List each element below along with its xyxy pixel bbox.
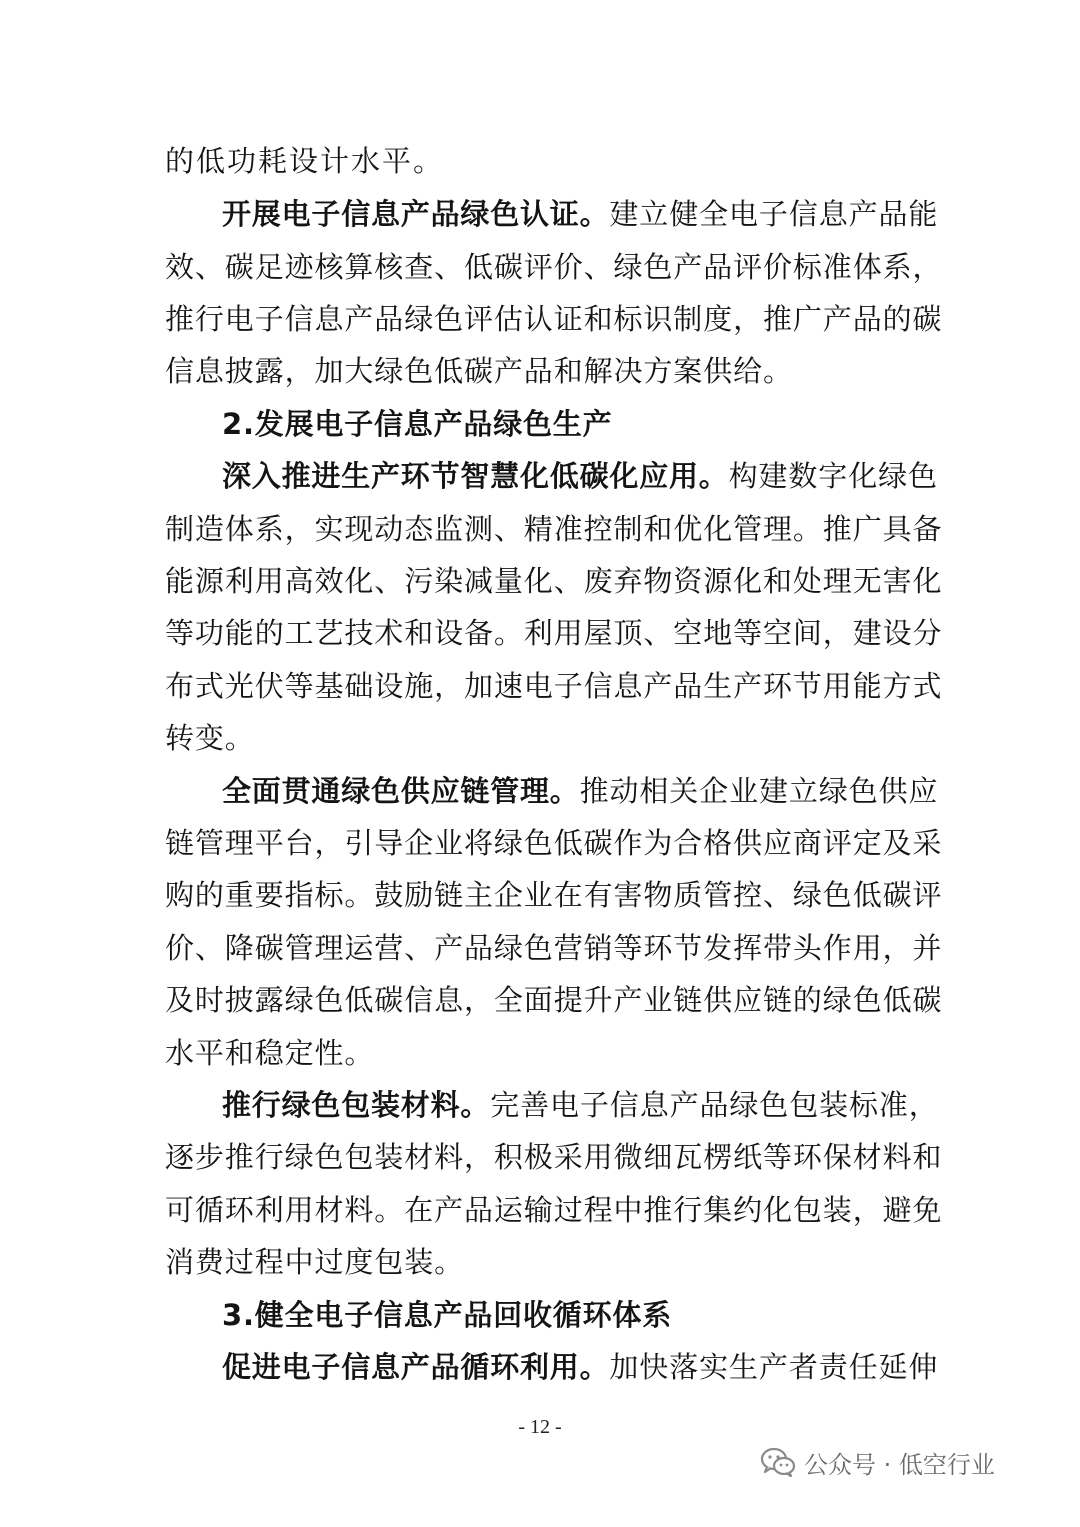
section-heading xyxy=(222,1300,915,1332)
paragraph-lead-bold: 推行绿色包装材料。 xyxy=(222,1088,491,1122)
page-number: - 12 - xyxy=(518,1416,562,1438)
body-line xyxy=(165,1193,943,1227)
body-line xyxy=(165,512,943,546)
body-line xyxy=(222,1088,939,1122)
line-text: 效、碳足迹核算核查、低碳评价、绿色产品评价标准体系， xyxy=(165,250,943,284)
body-line xyxy=(165,146,915,178)
line-text: 完善电子信息产品绿色包装标准， xyxy=(490,1088,939,1122)
line-text: 建立健全电子信息产品能 xyxy=(609,197,939,231)
body-line xyxy=(165,250,943,284)
line-text: 能源利用高效化、污染减量化、废弃物资源化和处理无害化 xyxy=(165,564,943,598)
line-text: 转变。 xyxy=(165,721,255,755)
section-heading xyxy=(222,409,915,441)
watermark-text: 公众号 · 低空行业 xyxy=(804,1450,995,1479)
paragraph-lead-bold: 全面贯通绿色供应链管理。 xyxy=(222,774,580,808)
line-text: 可循环利用材料。在产品运输过程中推行集约化包装，避免 xyxy=(165,1193,943,1227)
body-line xyxy=(165,302,943,336)
line-text: 及时披露绿色低碳信息，全面提升产业链供应链的绿色低碳 xyxy=(165,983,943,1017)
line-text: 价、降碳管理运营、产品绿色营销等环节发挥带头作用，并 xyxy=(165,931,943,965)
section-heading-text: 2.发展电子信息产品绿色生产 xyxy=(222,407,613,441)
line-text: 逐步推行绿色包装材料，积极采用微细瓦楞纸等环保材料和 xyxy=(165,1140,943,1174)
paragraph-lead-bold: 开展电子信息产品绿色认证。 xyxy=(222,197,610,231)
body-line xyxy=(165,1247,915,1279)
body-line xyxy=(222,459,938,493)
body-line xyxy=(165,723,915,755)
body-line xyxy=(165,826,943,860)
body-line xyxy=(165,564,943,598)
line-text: 推行电子信息产品绿色评估认证和标识制度，推广产品的碳 xyxy=(165,302,943,336)
line-text: 消费过程中过度包装。 xyxy=(165,1245,465,1279)
body-line xyxy=(222,774,939,808)
line-text: 购的重要指标。鼓励链主企业在有害物质管控、绿色低碳评 xyxy=(165,878,943,912)
line-text: 链管理平台，引导企业将绿色低碳作为合格供应商评定及采 xyxy=(165,826,943,860)
line-text: 构建数字化绿色 xyxy=(728,459,938,493)
body-line xyxy=(165,356,915,388)
line-text: 推动相关企业建立绿色供应 xyxy=(579,774,939,808)
paragraph-lead-bold: 深入推进生产环节智慧化低碳化应用。 xyxy=(222,459,729,493)
body-line xyxy=(222,1350,939,1384)
line-text: 制造体系，实现动态监测、精准控制和优化管理。推广具备 xyxy=(165,512,943,546)
body-line xyxy=(165,1038,915,1070)
body-line xyxy=(222,197,939,231)
wechat-watermark xyxy=(760,1444,995,1480)
body-line xyxy=(165,983,943,1017)
body-line xyxy=(165,1140,943,1174)
body-line xyxy=(165,616,943,650)
section-heading-text: 3.健全电子信息产品回收循环体系 xyxy=(222,1298,672,1332)
line-text: 等功能的工艺技术和设备。利用屋顶、空地等空间，建设分 xyxy=(165,616,943,650)
line-text: 加快落实生产者责任延伸 xyxy=(609,1350,939,1384)
body-line xyxy=(165,669,943,703)
body-line xyxy=(165,931,943,965)
body-line xyxy=(165,878,943,912)
line-text: 的低功耗设计水平。 xyxy=(165,144,445,178)
paragraph-lead-bold: 促进电子信息产品循环利用。 xyxy=(222,1350,610,1384)
line-text: 水平和稳定性。 xyxy=(165,1036,375,1070)
line-text: 信息披露，加大绿色低碳产品和解决方案供给。 xyxy=(165,354,793,388)
line-text: 布式光伏等基础设施，加速电子信息产品生产环节用能方式 xyxy=(165,669,943,703)
wechat-icon xyxy=(760,1447,796,1477)
